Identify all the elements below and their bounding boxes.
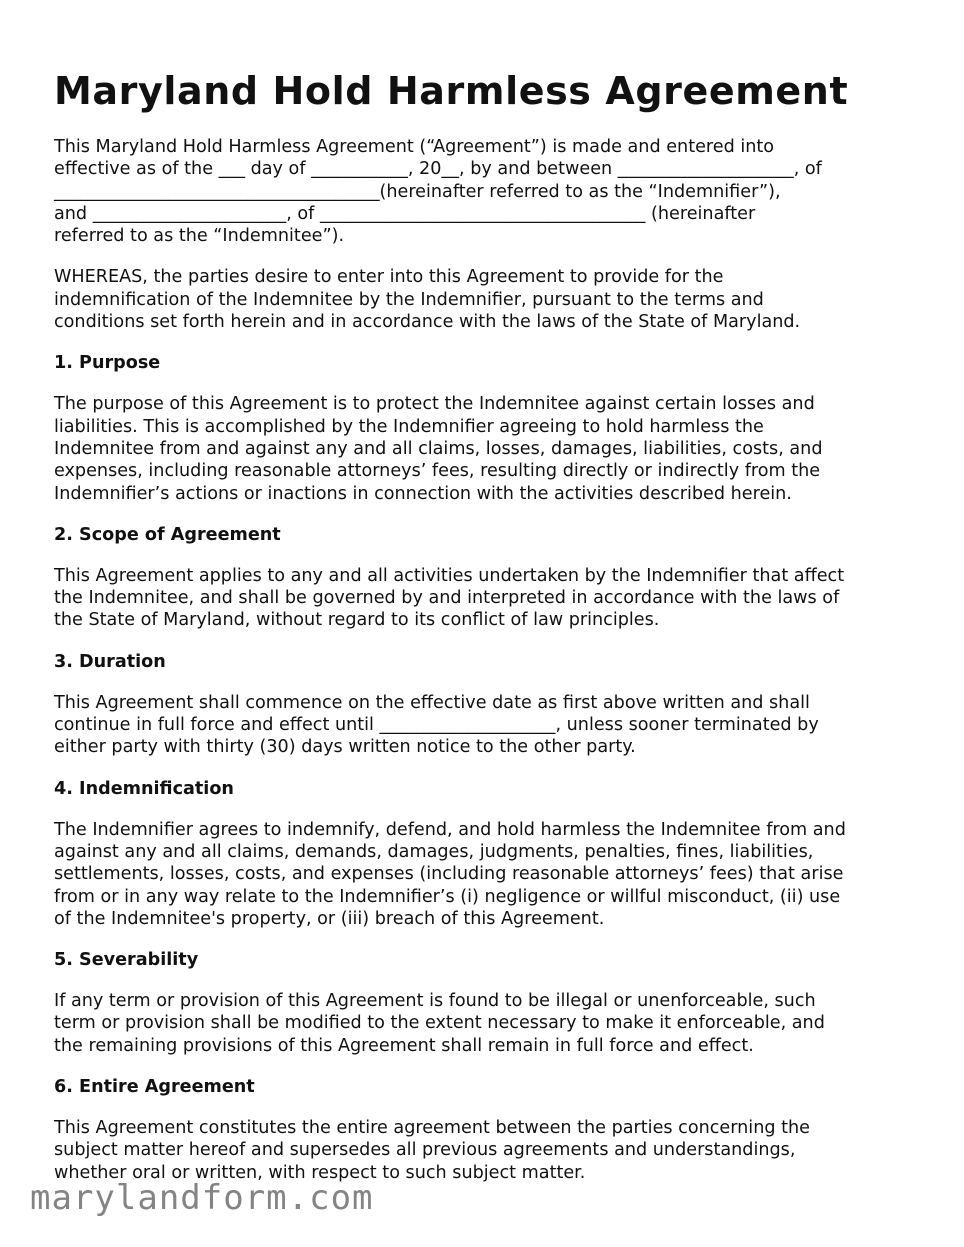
section-heading-purpose: 1. Purpose [54, 353, 161, 374]
section-heading-scope: 2. Scope of Agreement [54, 524, 281, 545]
section-heading-indemnification: 4. Indemnification [54, 778, 234, 799]
section-heading-duration: 3. Duration [54, 651, 166, 672]
document-title: Maryland Hold Harmless Agreement [54, 69, 849, 113]
section-body-entire-agreement: This Agreement constitutes the entire agreement between the parties concerning the subject matter hereof and supersedes all previous agreements and understandings, whether oral or written, with respect to such subject matter. [54, 1118, 810, 1183]
document-page [54, 68, 914, 1203]
section-body-scope: This Agreement applies to any and all activities undertaken by the Indemnifier that affect the Indemnitee, and shall be governed by and interpreted in accordance with the laws of the State of Maryland, without regard to its conflict of law principles. [54, 565, 845, 631]
section-heading-severability: 5. Severability [54, 950, 199, 971]
watermark: marylandform.com [30, 1178, 374, 1218]
whereas-paragraph: WHEREAS, the parties desire to enter into this Agreement to provide for the indemnification of the Indemnitee by the Indemnifier, pursuant to the terms and conditions set forth herein and in accordance with the laws of the State of Maryland. [54, 267, 801, 333]
section-body-duration: This Agreement shall commence on the effective date as first above written and shall continue in full force and effect until ____________________, unless sooner terminated by either party with thirty (30) days written notice to the other party. [54, 692, 819, 758]
section-body-indemnification: The Indemnifier agrees to indemnify, defend, and hold harmless the Indemnitee from and against any and all claims, demands, damages, judgments, penalties, fines, liabilities, settlements, losses, costs, and expenses (including reasonable attorneys’ fees) that arise from or in any way relate to the Indemnifier’s (i) negligence or willful misconduct, (ii) use of the Indemnitee's property, or (iii) breach of this Agreement. [54, 819, 846, 929]
section-body-purpose: The purpose of this Agreement is to protect the Indemnitee against certain losses and liabilities. This is accomplished by the Indemnifier agreeing to hold harmless the Indemnitee from and against any and all claims, losses, damages, liabilities, costs, and expenses, including reasonable attorneys’ fees, resulting directly or indirectly from the Indemnifier’s actions or inactions in connection with the activities described herein. [54, 394, 823, 504]
section-body-severability: If any term or provision of this Agreement is found to be illegal or unenforceable, such term or provision shall be modified to the extent necessary to make it enforceable, and the remaining provisions of this Agreement shall remain in full force and effect. [54, 991, 825, 1056]
intro-paragraph: This Maryland Hold Harmless Agreement (“Agreement”) is made and entered into effective as of the ___ day of ___________, 20__, by and between ____________________, of _____________________________________(hereinafter referred to as the “Indemnifier”), and ______________________, of _____________________________________ (hereinafter referred to as the “Indemnitee”). [54, 137, 822, 247]
section-heading-entire-agreement: 6. Entire Agreement [54, 1077, 255, 1098]
